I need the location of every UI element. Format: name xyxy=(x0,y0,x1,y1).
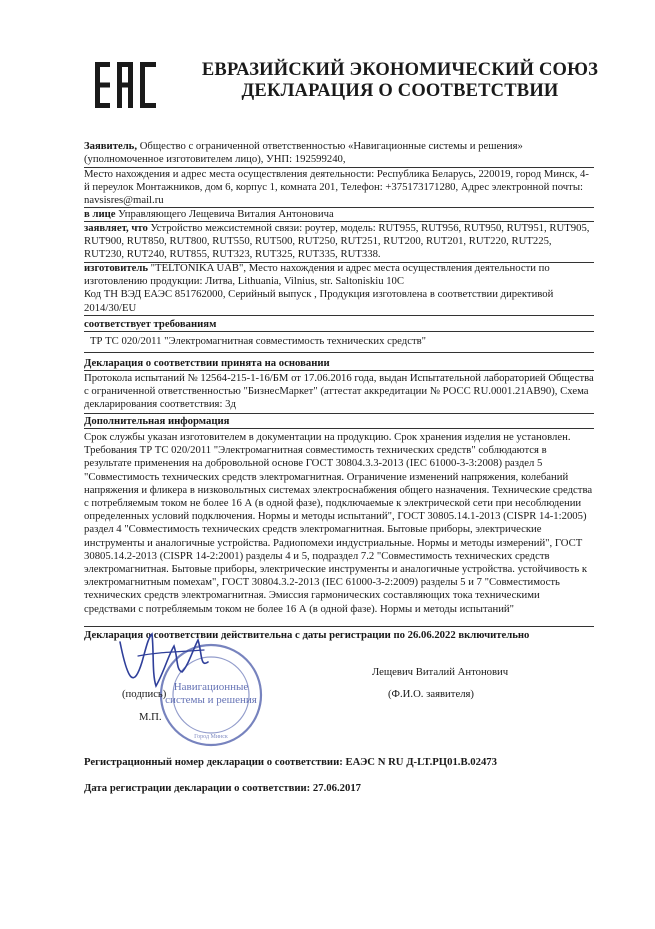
divider xyxy=(84,413,594,414)
additional-text-block xyxy=(84,431,594,616)
stamp-place-label: М.П. xyxy=(139,711,162,723)
validity-text: Декларация о соответствии действительна с даты регистрации по 26.06.2022 включительно xyxy=(84,629,530,641)
divider xyxy=(84,331,594,332)
additional-block xyxy=(84,415,594,428)
address-text: Место нахождения и адрес места осуществления деятельности: Республика Беларусь, 220019, город Минск, 4-й переулок Монтажников, дом 6, корпус 1, комната 201, Телефон: +375173171280, Адрес электронной почты: navsisres@mail.ru xyxy=(84,168,589,207)
registration-number: Регистрационный номер декларации о соответствии: ЕАЭС N RU Д-LT.РЦ01.В.02473 xyxy=(84,756,497,768)
divider xyxy=(84,352,594,353)
basis-text: Протокола испытаний № 12564-215-1-16/БМ от 17.06.2016 года, выдан Испытательной лабораторией Общества с ограниченной ответственностью "БизнесМаркет" (аттестат аккредитации № РОСС RU.0001.21АВ90), Схема декларирования соответствия: 3д xyxy=(84,372,594,411)
declares-label: заявляет, что xyxy=(84,222,148,234)
conforms-label: соответствует требованиям xyxy=(84,318,217,330)
registration-date-block xyxy=(84,782,594,795)
stamp-text-2: системы и решения xyxy=(165,694,257,706)
applicant-text: Общество с ограниченной ответственностью «Навигационные системы и решения» (уполномоченное изготовителем лицо), УНП: 192599240, xyxy=(84,140,523,166)
manufacturer-label: изготовитель xyxy=(84,262,148,274)
person-text: Управляющего Лещевича Виталия Антоновича xyxy=(115,208,334,220)
title-line-declaration: ДЕКЛАРАЦИЯ О СООТВЕТСТВИИ xyxy=(241,81,559,101)
applicant-block xyxy=(84,140,594,166)
title-line-union: ЕВРАЗИЙСКИЙ ЭКОНОМИЧЕСКИЙ СОЮЗ xyxy=(201,60,599,80)
additional-label: Дополнительная информация xyxy=(84,415,230,427)
divider xyxy=(84,428,594,429)
additional-text: Срок службы указан изготовителем в документации на продукцию. Срок хранения изделия не установлен. Требования ТР ТС 020/2011 "Электромагнитная совместимость технических средств" соблюдаются в результате применения на добровольной основе ГОСТ 30804.3.3-2013 (IEC 61000-3-3:2008) раздел 5 "Совместимость технических средств электромагнитная. Ограничение изменений напряжения, колебаний напряжения и фликера в низковольтных системах электроснабжения общего назначения. Технические средства с потребляемым током не более 16 А (в одной фазе), подключаемые к электрической сети при несоблюдении определенных условий подключения. Нормы и методы испытаний", ГОСТ 30805.14.1-2013 (CISPR 14-1:2005) раздел 4 "Совместимость технических средств электромагнитная. Бытовые приборы, электрические инструменты и аналогичные устройства. Радиопомехи индустриальные. Нормы и методы измерений", ГОСТ 30805.14.2-2013 (CISPR 14-2:2001) разделы 4 и 5, подраздел 7.2 "Совместимость технических средств электромагнитная. Бытовые приборы, электрические инструменты и аналогичные устройства. устойчивость к электромагнитным помехам", ГОСТ 30804.3.2-2013 (IEC 61000-3-2:2009) разделы 5 и 7 "Совместимость технических средств электромагнитная. Эмиссия гармонических составляющих тока техническими средствами с потребляемым током не более 16 А (в одной фазе). Нормы и методы испытаний" xyxy=(84,431,593,615)
address-block xyxy=(84,168,594,208)
person-block xyxy=(84,208,594,221)
conforms-text: ТР ТС 020/2011 "Электромагнитная совместимость технических средств" xyxy=(90,335,427,347)
declares-block xyxy=(84,222,594,262)
stamp-ring-text: Город Минск xyxy=(194,734,228,740)
handwritten-signature xyxy=(108,622,218,694)
person-label: в лице xyxy=(84,208,116,220)
basis-text-block xyxy=(84,372,594,412)
registration-date: Дата регистрации декларации о соответствии: 27.06.2017 xyxy=(84,782,362,794)
conforms-block xyxy=(84,318,594,331)
declares-text: Устройство межсистемной связи: роутер, модель: RUT955, RUT956, RUT950, RUT951, RUT905, RUT900, RUT850, RUT800, RUT550, RUT500, RUT250, RUT251, RUT200, RUT201, RUT220, RUT225, RUT230, RUT240, RUT855, RUT323, RUT325, RUT335, RUT338. xyxy=(84,222,590,261)
manufacturer-block xyxy=(84,262,594,315)
applicant-label: Заявитель, xyxy=(84,140,138,152)
divider xyxy=(84,370,594,371)
divider xyxy=(84,315,594,316)
manufacturer-text: "TELTONIKA UAB", Место нахождения и адрес места осуществления деятельности по изготовлению продукции: Литва, Lithuania, Vilnius, str. Saltoniskiu 10C xyxy=(84,262,550,288)
signatory-name: Лещевич Виталий Антонович xyxy=(372,666,509,678)
name-caption: (Ф.И.О. заявителя) xyxy=(388,688,474,700)
signature-caption: (подпись) xyxy=(122,688,167,700)
basis-label: Декларация о соответствии принята на основании xyxy=(84,357,330,369)
document-title xyxy=(180,60,620,102)
eac-logo xyxy=(93,60,159,110)
conforms-text-block xyxy=(84,335,600,348)
basis-block xyxy=(84,357,594,370)
stamp-text-1: Навигационные xyxy=(173,681,249,693)
registration-number-block xyxy=(84,756,594,769)
code-line: Код ТН ВЭД ЕАЭС 851762000, Серийный выпуск , Продукция изготовлена в соответствии директивой 2014/30/EU xyxy=(84,288,554,314)
